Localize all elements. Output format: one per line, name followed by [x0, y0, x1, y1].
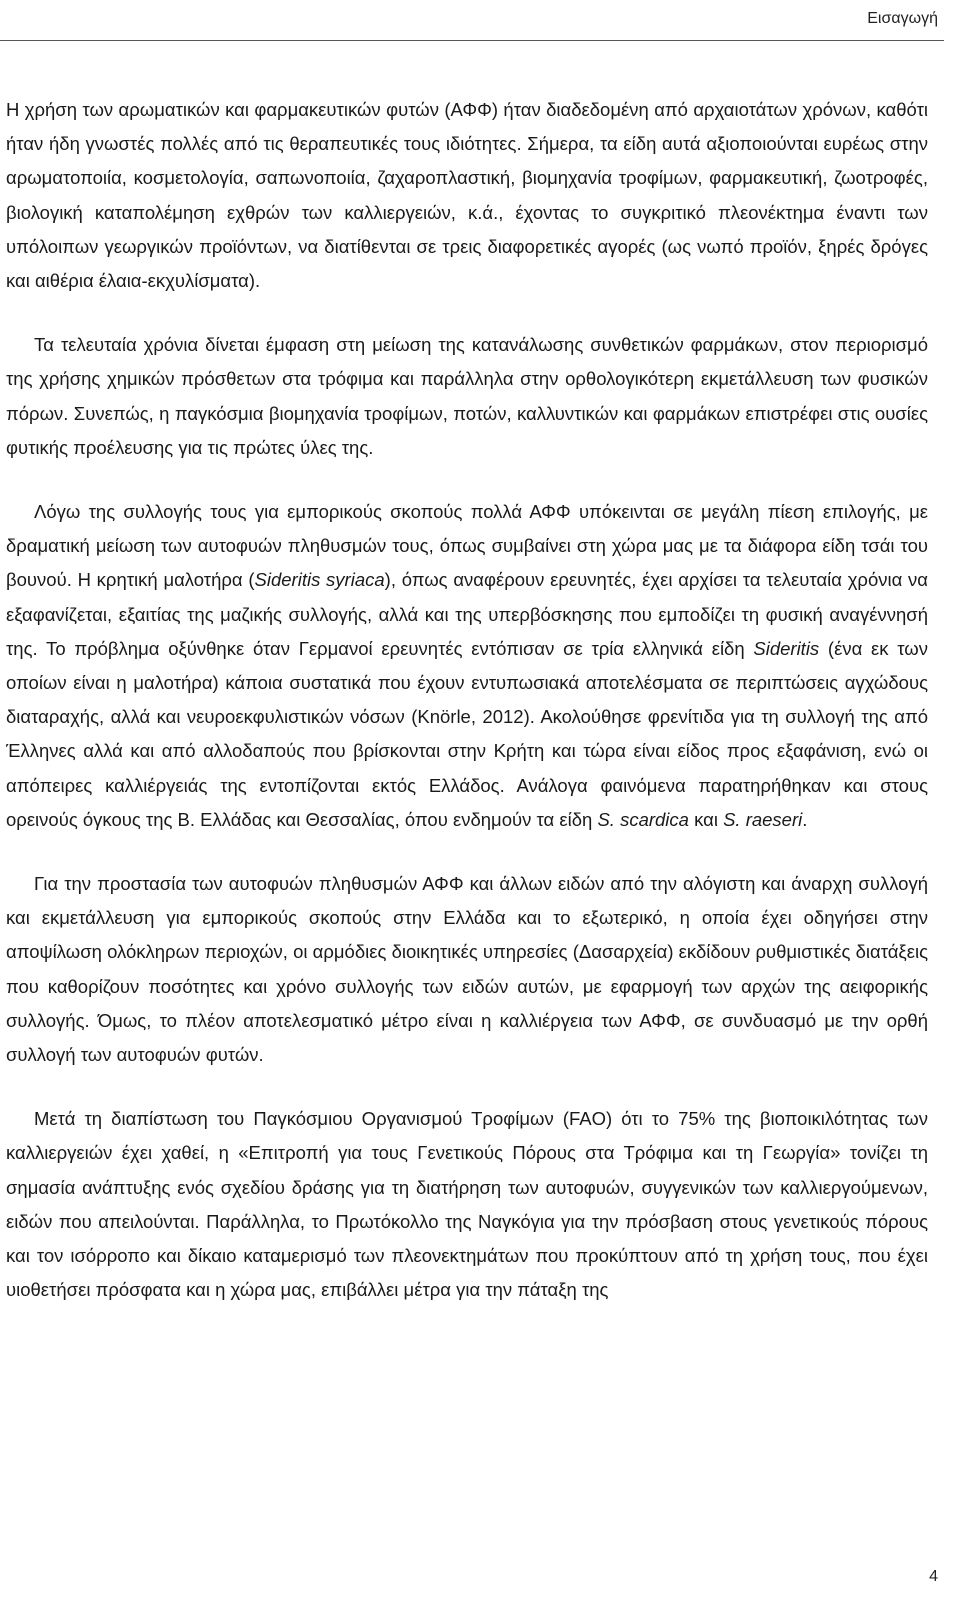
italic-species-name: Sideritis [753, 637, 820, 659]
italic-species-name: S. raeseri [723, 808, 803, 830]
paragraph-4 [6, 867, 928, 1072]
paragraph-text: Τα τελευταία χρόνια δίνεται έμφαση στη μείωση της κατανάλωσης συνθετικών φαρμάκων, στον περιορισμό της χρήσης χημικών πρόσθετων στα τρόφιμα και παράλληλα στην ορθολογικότερη εκμετάλλευση των φυσικών πόρων. Συνεπώς, η παγκόσμια βιομηχανία τροφίμων, ποτών, καλλυντικών και φαρμάκων επιστρέφει στις ουσίες φυτικής προέλευσης για τις πρώτες ύλες της. [6, 334, 928, 458]
italic-species-name: S. scardica [597, 808, 689, 830]
page-number: 4 [929, 1568, 938, 1585]
document-body [6, 93, 928, 1308]
paragraph-text: Για την προστασία των αυτοφυών πληθυσμών ΑΦΦ και άλλων ειδών από την αλόγιστη και άναρχη συλλογή και εκμετάλλευση για εμπορικούς σκοπούς στην Ελλάδα και το εξωτερικό, η οποία έχει οδηγήσει στην αποψίλωση ολόκληρων περιοχών, οι αρμόδιες διοικητικές υπηρεσίες (Δασαρχεία) εκδίδουν ρυθμιστικές διατάξεις που καθορίζουν ποσότητες και χρόνο συλλογής των ειδών αυτών, με εφαρμογή των αρχών της αειφορικής συλλογής. Όμως, το πλέον αποτελεσματικό μέτρο είναι η καλλιέργεια των ΑΦΦ, σε συνδυασμό με την ορθή συλλογή των αυτοφυών φυτών. [6, 873, 928, 1066]
paragraph-5 [6, 1102, 928, 1307]
section-title: Εισαγωγή [867, 10, 938, 27]
paragraph-3 [6, 495, 928, 837]
page-header [0, 0, 960, 44]
paragraph-text: ), όπως αναφέρουν ερευνητές, έχει αρχίσει τα τελευταία χρόνια να εξαφανίζεται, εξαιτίας της μαζικής συλλογής, αλλά και της υπερβόσκησης που εμποδίζει τη φυσική αναγέννησή της. Το πρόβλημα οξύνθηκε όταν Γερμανοί ερευνητές εντόπισαν σε τρία ελληνικά είδη [6, 569, 928, 659]
paragraph-1 [6, 93, 928, 298]
paragraph-text: (ένα εκ των οποίων είναι η μαλοτήρα) κάποια συστατικά που έχουν εντυπωσιακά αποτελέσματα σε περιπτώσεις αγχώδους διαταραχής, αλλά και νευροεκφυλιστικών νόσων (Knörle, 2012). Ακολούθησε φρενίτιδα για τη συλλογή της από Έλληνες αλλά και από αλλοδαπούς που βρίσκονται στην Κρήτη και τώρα είναι είδος προς εξαφάνιση, ενώ οι απόπειρες καλλιέργειάς της εντοπίζονται εκτός Ελλάδος. Ανάλογα φαινόμενα παρατηρήθηκαν και στους ορεινούς όγκους της Β. Ελλάδας και Θεσσαλίας, όπου ενδημούν τα είδη [6, 637, 928, 830]
paragraph-text: Μετά τη διαπίστωση του Παγκόσμιου Οργανισμού Τροφίμων (FAO) ότι το 75% της βιοποικιλότητας των καλλιεργειών έχει χαθεί, η «Επιτροπή για τους Γενετικούς Πόρους στα Τρόφιμα και τη Γεωργία» τονίζει τη σημασία ανάπτυξης ενός σχεδίου δράσης για τη διατήρηση των αυτοφυών, συγγενικών των καλλιεργούμενων, ειδών που απειλούνται. Παράλληλα, το Πρωτόκολλο της Ναγκόγια για την πρόσβαση στους γενετικούς πόρους και τον ισόρροπο και δίκαιο καταμερισμό των πλεονεκτημάτων που προκύπτουν από τη χρήση τους, που έχει υιοθετήσει πρόσφατα και η χώρα μας, επιβάλλει μέτρα για την πάταξη της [6, 1108, 928, 1301]
paragraph-2 [6, 328, 928, 465]
paragraph-text: και [688, 808, 724, 830]
paragraph-text: . [802, 808, 808, 830]
italic-species-name: Sideritis syriaca [254, 569, 385, 591]
header-divider [0, 40, 944, 41]
paragraph-text: Η χρήση των αρωματικών και φαρμακευτικών φυτών (ΑΦΦ) ήταν διαδεδομένη από αρχαιοτάτων χρόνων, καθότι ήταν ήδη γνωστές πολλές από τις θεραπευτικές τους ιδιότητες. Σήμερα, τα είδη αυτά αξιοποιούνται ευρέως στην αρωματοποιία, κοσμετολογία, σαπωνοποιία, ζαχαροπλαστική, βιομηχανία τροφίμων, φαρμακευτική, ζωοτροφές, βιολογική καταπολέμηση εχθρών των καλλιεργειών, κ.ά., έχοντας το συγκριτικό πλεονέκτημα έναντι των υπόλοιπων γεωργικών προϊόντων, να διατίθενται σε τρεις διαφορετικές αγορές (ως νωπό προϊόν, ξηρές δρόγες και αιθέρια έλαια-εκχυλίσματα). [6, 99, 928, 292]
paragraph-text: Λόγω της συλλογής τους για εμπορικούς σκοπούς πολλά ΑΦΦ υπόκεινται σε μεγάλη πίεση επιλογής, με δραματική μείωση των αυτοφυών πληθυσμών τους, όπως συμβαίνει στη χώρα μας με τα διάφορα είδη τσάι του βουνού. Η κρητική μαλοτήρα ( [6, 501, 928, 591]
